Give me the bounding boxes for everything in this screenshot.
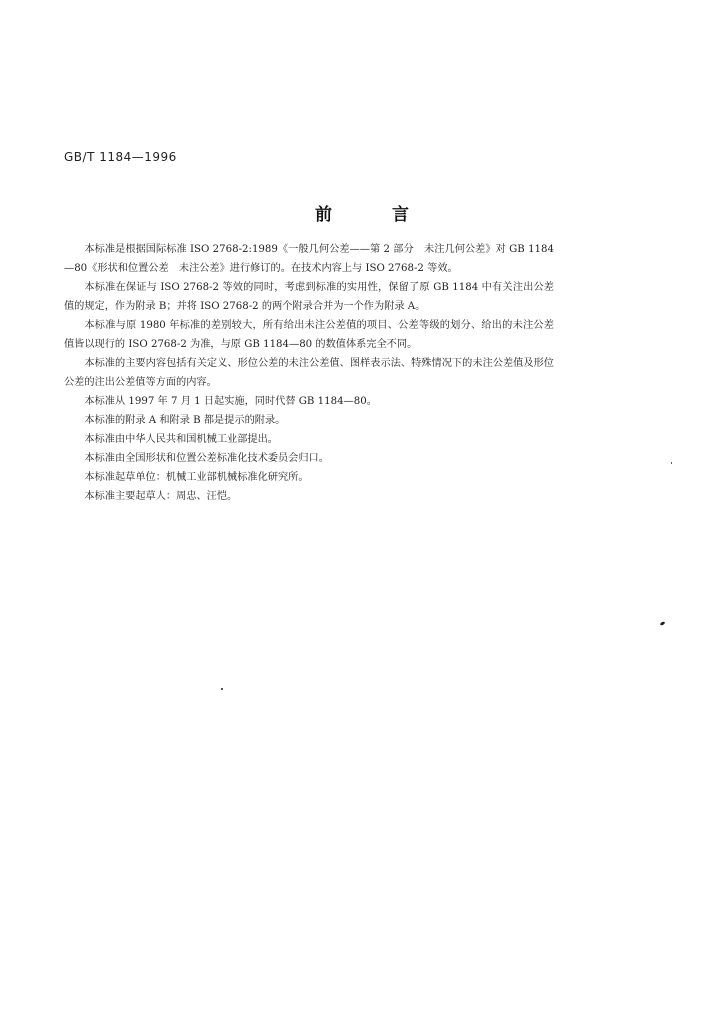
paragraph-contents: 本标准的主要内容包括有关定义、形位公差的未注公差值、图样表示法、特殊情况下的未注公差值及形位公差的注出公差值等方面的内容。 <box>64 358 554 388</box>
scan-speck <box>671 462 672 464</box>
scan-speck <box>221 688 223 690</box>
paragraph-basis: 本标准是根据国际标准 ISO 2768-2:1989《一般几何公差——第 2 部分 未注几何公差》对 GB 1184—80《形状和位置公差 未注公差》进行修订的。在技术内容上与 ISO 2768-2 等效。 <box>64 244 554 274</box>
scan-speck <box>660 621 666 626</box>
paragraph-differences: 本标准与原 1980 年标准的差别较大，所有给出未注公差值的项目、公差等级的划分、给出的未注公差值皆以现行的 ISO 2768-2 为准，与原 GB 1184—80 的数值体系完全不同。 <box>64 320 554 350</box>
paragraph-appendices: 本标准的附录 A 和附录 B 都是提示的附录。 <box>84 415 286 426</box>
paragraph-drafters: 本标准主要起草人：周忠、汪恺。 <box>84 491 238 502</box>
foreword-body <box>64 240 554 506</box>
paragraph-committee: 本标准由全国形状和位置公差标准化技术委员会归口。 <box>84 453 329 464</box>
paragraph-drafting-unit: 本标准起草单位：机械工业部机械标准化研究所。 <box>84 472 309 483</box>
document-code: GB/T 1184—1996 <box>64 150 177 164</box>
paragraph-equivalence: 本标准在保证与 ISO 2768-2 等效的同时，考虑到标准的实用性，保留了原 GB 1184 中有关注出公差值的规定，作为附录 B；并将 ISO 2768-2 的两个附录合并为一个作为附录 A。 <box>64 282 554 312</box>
page-title: 前言 <box>315 205 469 225</box>
paragraph-proposer: 本标准由中华人民共和国机械工业部提出。 <box>84 434 278 445</box>
paragraph-effective-date: 本标准从 1997 年 7 月 1 日起实施，同时代替 GB 1184—80。 <box>84 396 377 407</box>
